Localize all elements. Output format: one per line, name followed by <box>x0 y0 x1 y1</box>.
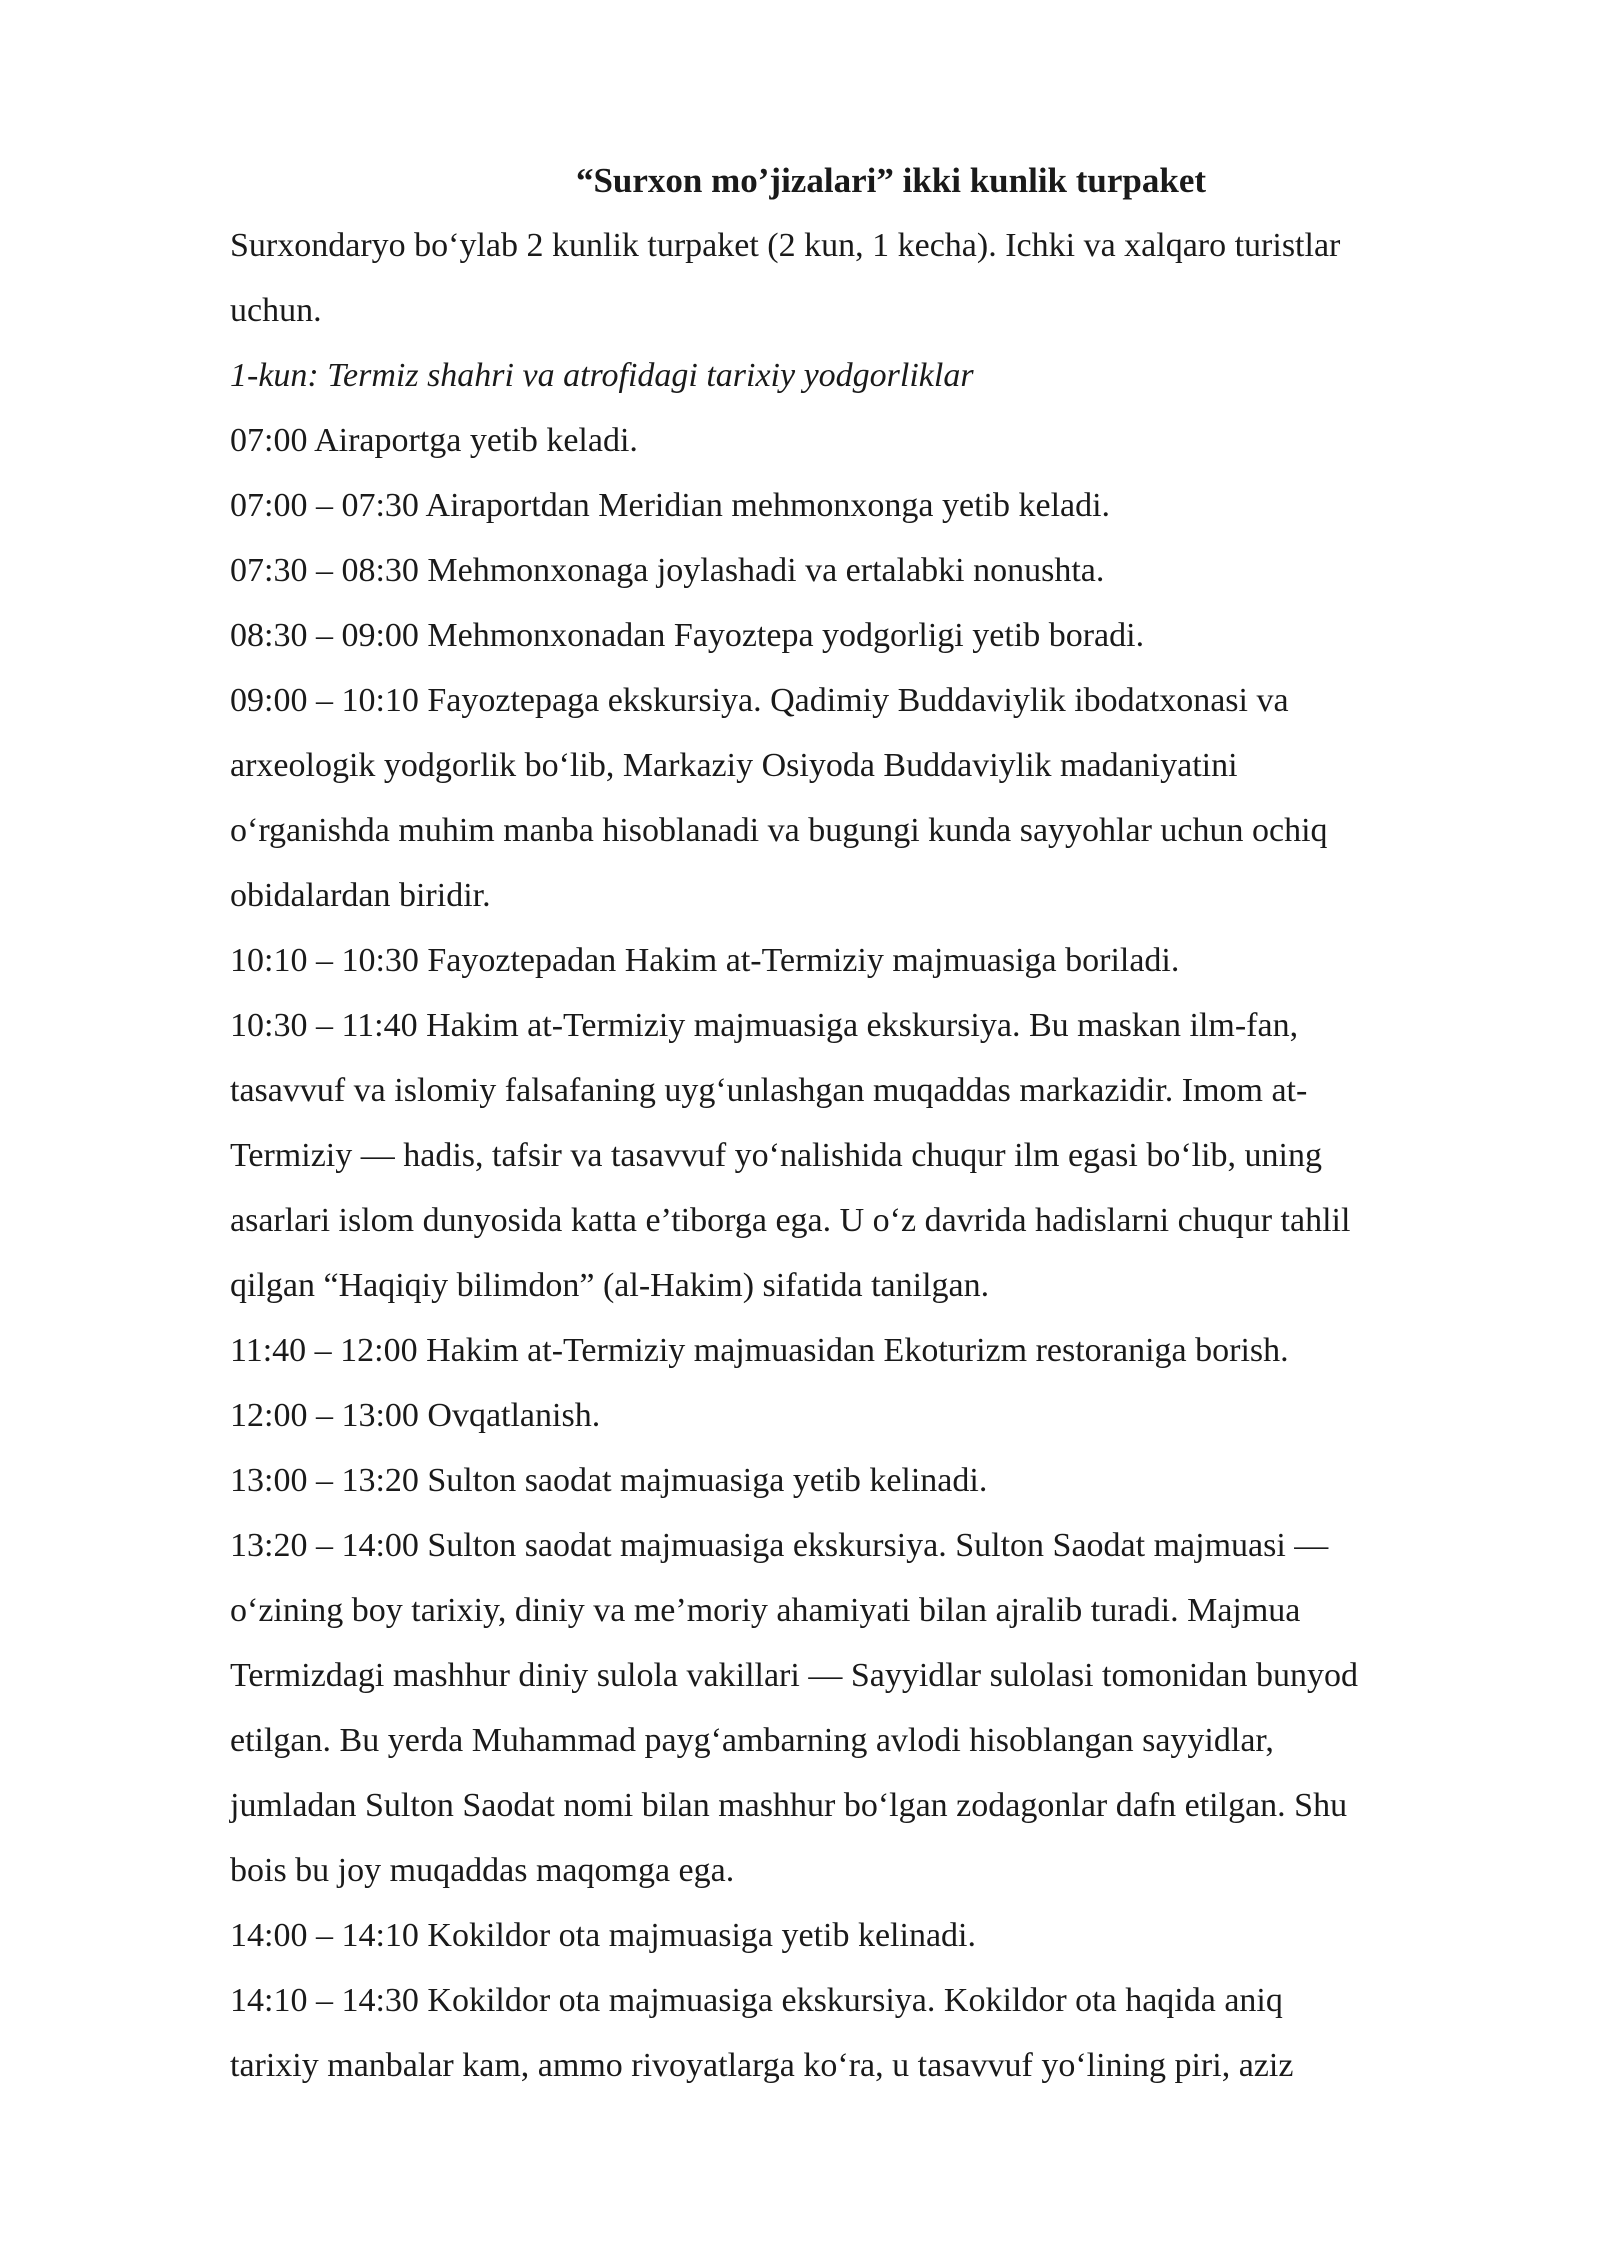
intro-line: uchun. <box>230 292 322 329</box>
itinerary-line: 14:00 – 14:10 Kokildor ota majmuasiga yetib kelinadi. <box>230 1917 976 1954</box>
day1-heading: 1-kun: Termiz shahri va atrofidagi tarixiy yodgorliklar <box>230 357 974 394</box>
itinerary-line: 10:10 – 10:30 Fayoztepadan Hakim at-Termiziy majmuasiga boriladi. <box>230 942 1180 979</box>
document-page <box>230 148 1492 2098</box>
itinerary-line: tarixiy manbalar kam, ammo rivoyatlarga ko‘ra, u tasavvuf yo‘lining piri, aziz <box>230 2047 1294 2084</box>
itinerary-line: 07:00 Airaportga yetib keladi. <box>230 422 638 459</box>
itinerary-line: o‘rganishda muhim manba hisoblanadi va bugungi kunda sayyohlar uchun ochiq <box>230 812 1328 849</box>
itinerary-line: 13:20 – 14:00 Sulton saodat majmuasiga ekskursiya. Sulton Saodat majmuasi — <box>230 1527 1329 1564</box>
itinerary-line: bois bu joy muqaddas maqomga ega. <box>230 1852 735 1889</box>
itinerary-line: 13:00 – 13:20 Sulton saodat majmuasiga yetib kelinadi. <box>230 1462 988 1499</box>
itinerary-line: 10:30 – 11:40 Hakim at-Termiziy majmuasiga ekskursiya. Bu maskan ilm-fan, <box>230 1007 1299 1044</box>
itinerary-line: 07:00 – 07:30 Airaportdan Meridian mehmonxonga yetib keladi. <box>230 487 1111 524</box>
itinerary-line: o‘zining boy tarixiy, diniy va me’moriy ahamiyati bilan ajralib turadi. Majmua <box>230 1592 1301 1629</box>
itinerary-body <box>230 408 1492 2098</box>
itinerary-line: tasavvuf va islomiy falsafaning uyg‘unlashgan muqaddas markazidir. Imom at- <box>230 1072 1308 1109</box>
intro-line: Surxondaryo bo‘ylab 2 kunlik turpaket (2 kun, 1 kecha). Ichki va xalqaro turistlar <box>230 227 1341 264</box>
itinerary-line: 11:40 – 12:00 Hakim at-Termiziy majmuasidan Ekoturizm restoraniga borish. <box>230 1332 1289 1369</box>
itinerary-line: qilgan “Haqiqiy bilimdon” (al-Hakim) sifatida tanilgan. <box>230 1267 990 1304</box>
itinerary-line: jumladan Sulton Saodat nomi bilan mashhur bo‘lgan zodagonlar dafn etilgan. Shu <box>230 1787 1348 1824</box>
itinerary-line: 12:00 – 13:00 Ovqatlanish. <box>230 1397 601 1434</box>
itinerary-line: asarlari islom dunyosida katta e’tiborga ega. U o‘z davrida hadislarni chuqur tahlil <box>230 1202 1351 1239</box>
itinerary-line: arxeologik yodgorlik bo‘lib, Markaziy Osiyoda Buddaviylik madaniyatini <box>230 747 1238 784</box>
itinerary-line: 14:10 – 14:30 Kokildor ota majmuasiga ekskursiya. Kokildor ota haqida aniq <box>230 1982 1283 2019</box>
itinerary-line: 09:00 – 10:10 Fayoztepaga ekskursiya. Qadimiy Buddaviylik ibodatxonasi va <box>230 682 1289 719</box>
document-title: “Surxon mo’jizalari” ikki kunlik turpaket <box>575 161 1207 200</box>
itinerary-line: Termiziy — hadis, tafsir va tasavvuf yo‘nalishida chuqur ilm egasi bo‘lib, uning <box>230 1137 1322 1174</box>
itinerary-line: 07:30 – 08:30 Mehmonxonaga joylashadi va ertalabki nonushta. <box>230 552 1105 589</box>
itinerary-line: Termizdagi mashhur diniy sulola vakillari — Sayyidlar sulolasi tomonidan bunyod <box>230 1657 1358 1694</box>
itinerary-line: 08:30 – 09:00 Mehmonxonadan Fayoztepa yodgorligi yetib boradi. <box>230 617 1145 654</box>
itinerary-line: obidalardan biridir. <box>230 877 491 914</box>
itinerary-line: etilgan. Bu yerda Muhammad payg‘ambarning avlodi hisoblangan sayyidlar, <box>230 1722 1274 1759</box>
